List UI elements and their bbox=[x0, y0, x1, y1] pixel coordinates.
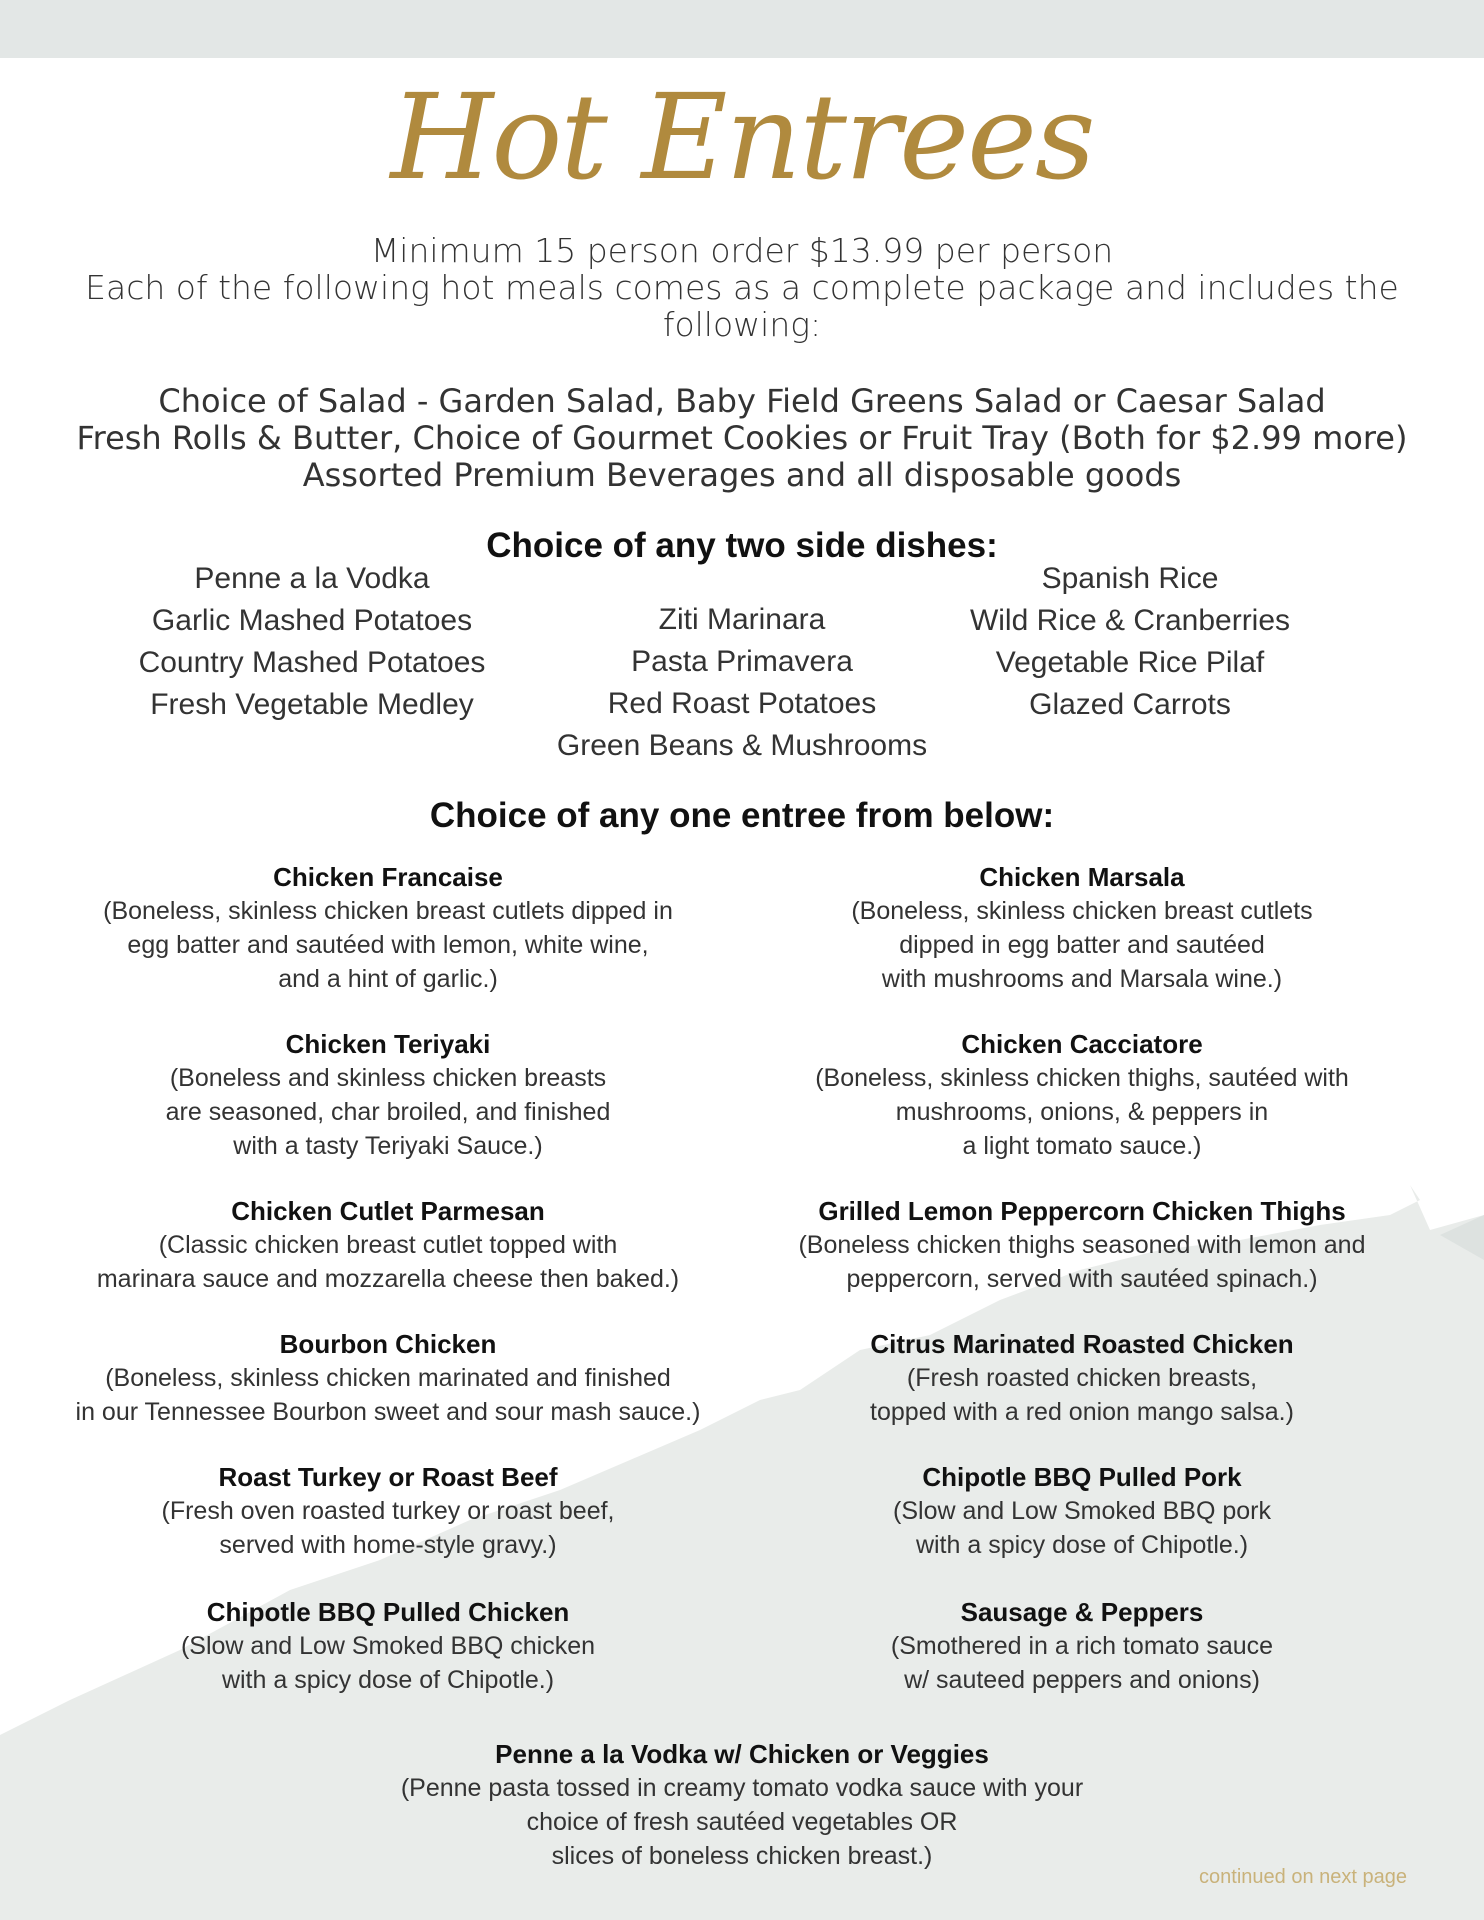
entree-description: (Smothered in a rich tomato sauce w/ sauteed peppers and onions) bbox=[890, 1632, 1274, 1694]
side-item: Garlic Mashed Potatoes bbox=[151, 604, 473, 637]
entree-name: Chicken Cutlet Parmesan bbox=[231, 1196, 545, 1226]
sides-column-left bbox=[100, 558, 524, 726]
entree-name: Chipotle BBQ Pulled Pork bbox=[922, 1462, 1242, 1492]
side-item: Penne a la Vodka bbox=[194, 562, 430, 595]
intro-text bbox=[60, 232, 1424, 343]
entree-description: (Slow and Low Smoked BBQ chicken with a spicy dose of Chipotle.) bbox=[180, 1632, 596, 1694]
side-item: Spanish Rice bbox=[1041, 562, 1219, 595]
entree-description: (Boneless, skinless chicken thighs, sautéed with mushrooms, onions, & peppers in a light tomato sauce.) bbox=[815, 1064, 1349, 1160]
entree-penne-vodka bbox=[342, 1737, 1142, 1873]
entree-name: Chicken Cacciatore bbox=[961, 1029, 1203, 1059]
entree-name: Chipotle BBQ Pulled Chicken bbox=[206, 1597, 570, 1627]
side-item: Wild Rice & Cranberries bbox=[969, 604, 1291, 637]
beverages-line: Assorted Premium Beverages and all disposable goods bbox=[302, 456, 1182, 494]
entree-description: (Slow and Low Smoked BBQ pork with a spicy dose of Chipotle.) bbox=[893, 1497, 1271, 1559]
side-item: Red Roast Potatoes bbox=[607, 687, 877, 720]
salad-line: Choice of Salad - Garden Salad, Baby Field Greens Salad or Caesar Salad bbox=[158, 382, 1326, 420]
entree-chicken-cacciatore bbox=[732, 1027, 1432, 1163]
entree-bourbon-chicken bbox=[38, 1327, 738, 1429]
package-includes bbox=[40, 383, 1444, 494]
entree-name: Chicken Teriyaki bbox=[285, 1029, 491, 1059]
rolls-line: Fresh Rolls & Butter, Choice of Gourmet Cookies or Fruit Tray (Both for $2.99 more) bbox=[76, 419, 1408, 457]
entree-description: (Fresh oven roasted turkey or roast beef, served with home-style gravy.) bbox=[161, 1497, 615, 1559]
side-item: Fresh Vegetable Medley bbox=[150, 688, 474, 721]
entree-name: Bourbon Chicken bbox=[279, 1329, 497, 1359]
entree-sausage-peppers bbox=[732, 1595, 1432, 1697]
entree-chicken-francaise bbox=[38, 860, 738, 996]
side-item: Pasta Primavera bbox=[631, 645, 853, 678]
entree-name: Roast Turkey or Roast Beef bbox=[218, 1462, 558, 1492]
entree-description: (Boneless, skinless chicken breast cutlets dipped in egg batter and sautéed with lemon, white wine, and a hint of garlic.) bbox=[103, 897, 673, 993]
entree-name: Penne a la Vodka w/ Chicken or Veggies bbox=[495, 1739, 989, 1769]
entrees-heading: Choice of any one entree from below: bbox=[429, 796, 1055, 835]
side-item: Green Beans & Mushrooms bbox=[556, 729, 928, 762]
entree-name: Grilled Lemon Peppercorn Chicken Thighs bbox=[818, 1196, 1346, 1226]
side-item: Vegetable Rice Pilaf bbox=[995, 646, 1265, 679]
side-item: Ziti Marinara bbox=[658, 603, 826, 636]
entree-description: (Classic chicken breast cutlet topped with marinara sauce and mozzarella cheese then baked.) bbox=[96, 1231, 680, 1293]
entree-name: Citrus Marinated Roasted Chicken bbox=[870, 1329, 1294, 1359]
entree-name: Chicken Marsala bbox=[979, 862, 1185, 892]
entree-chicken-marsala bbox=[732, 860, 1432, 996]
sides-column-middle bbox=[520, 599, 964, 767]
entree-grilled-lemon-peppercorn bbox=[732, 1194, 1432, 1296]
entree-chipotle-bbq-pulled-chicken bbox=[38, 1595, 738, 1697]
side-item: Glazed Carrots bbox=[1029, 688, 1231, 721]
side-item: Country Mashed Potatoes bbox=[138, 646, 486, 679]
entree-description: (Penne pasta tossed in creamy tomato vodka sauce with your choice of fresh sautéed vegetables OR slices of boneless chicken breast.) bbox=[400, 1774, 1084, 1870]
entree-name: Chicken Francaise bbox=[273, 862, 503, 892]
minimum-order-line: Minimum 15 person order $13.99 per person bbox=[370, 231, 1114, 270]
entree-chicken-cutlet-parmesan bbox=[38, 1194, 738, 1296]
entree-name: Sausage & Peppers bbox=[960, 1597, 1204, 1627]
entree-chicken-teriyaki bbox=[38, 1027, 738, 1163]
entree-description: (Boneless and skinless chicken breasts are seasoned, char broiled, and finished with a tasty Teriyaki Sauce.) bbox=[165, 1064, 611, 1160]
sides-column-right bbox=[930, 558, 1330, 726]
entree-citrus-marinated-chicken bbox=[732, 1327, 1432, 1429]
entree-description: (Fresh roasted chicken breasts, topped with a red onion mango salsa.) bbox=[870, 1364, 1294, 1426]
entree-description: (Boneless, skinless chicken marinated and finished in our Tennessee Bourbon sweet and sour mash sauce.) bbox=[75, 1364, 701, 1426]
sides-heading: Choice of any two side dishes: bbox=[486, 526, 998, 565]
entree-chipotle-bbq-pulled-pork bbox=[732, 1460, 1432, 1562]
continued-note: continued on next page bbox=[1199, 1866, 1407, 1888]
entree-roast-turkey-beef bbox=[38, 1460, 738, 1562]
page-title: Hot Entrees bbox=[390, 68, 1094, 206]
package-description-line: Each of the following hot meals comes as a complete package and includes the following: bbox=[85, 268, 1399, 344]
entree-description: (Boneless chicken thighs seasoned with lemon and peppercorn, served with sautéed spinach.) bbox=[798, 1231, 1366, 1293]
entree-description: (Boneless, skinless chicken breast cutlets dipped in egg batter and sautéed with mushrooms and Marsala wine.) bbox=[851, 897, 1313, 993]
